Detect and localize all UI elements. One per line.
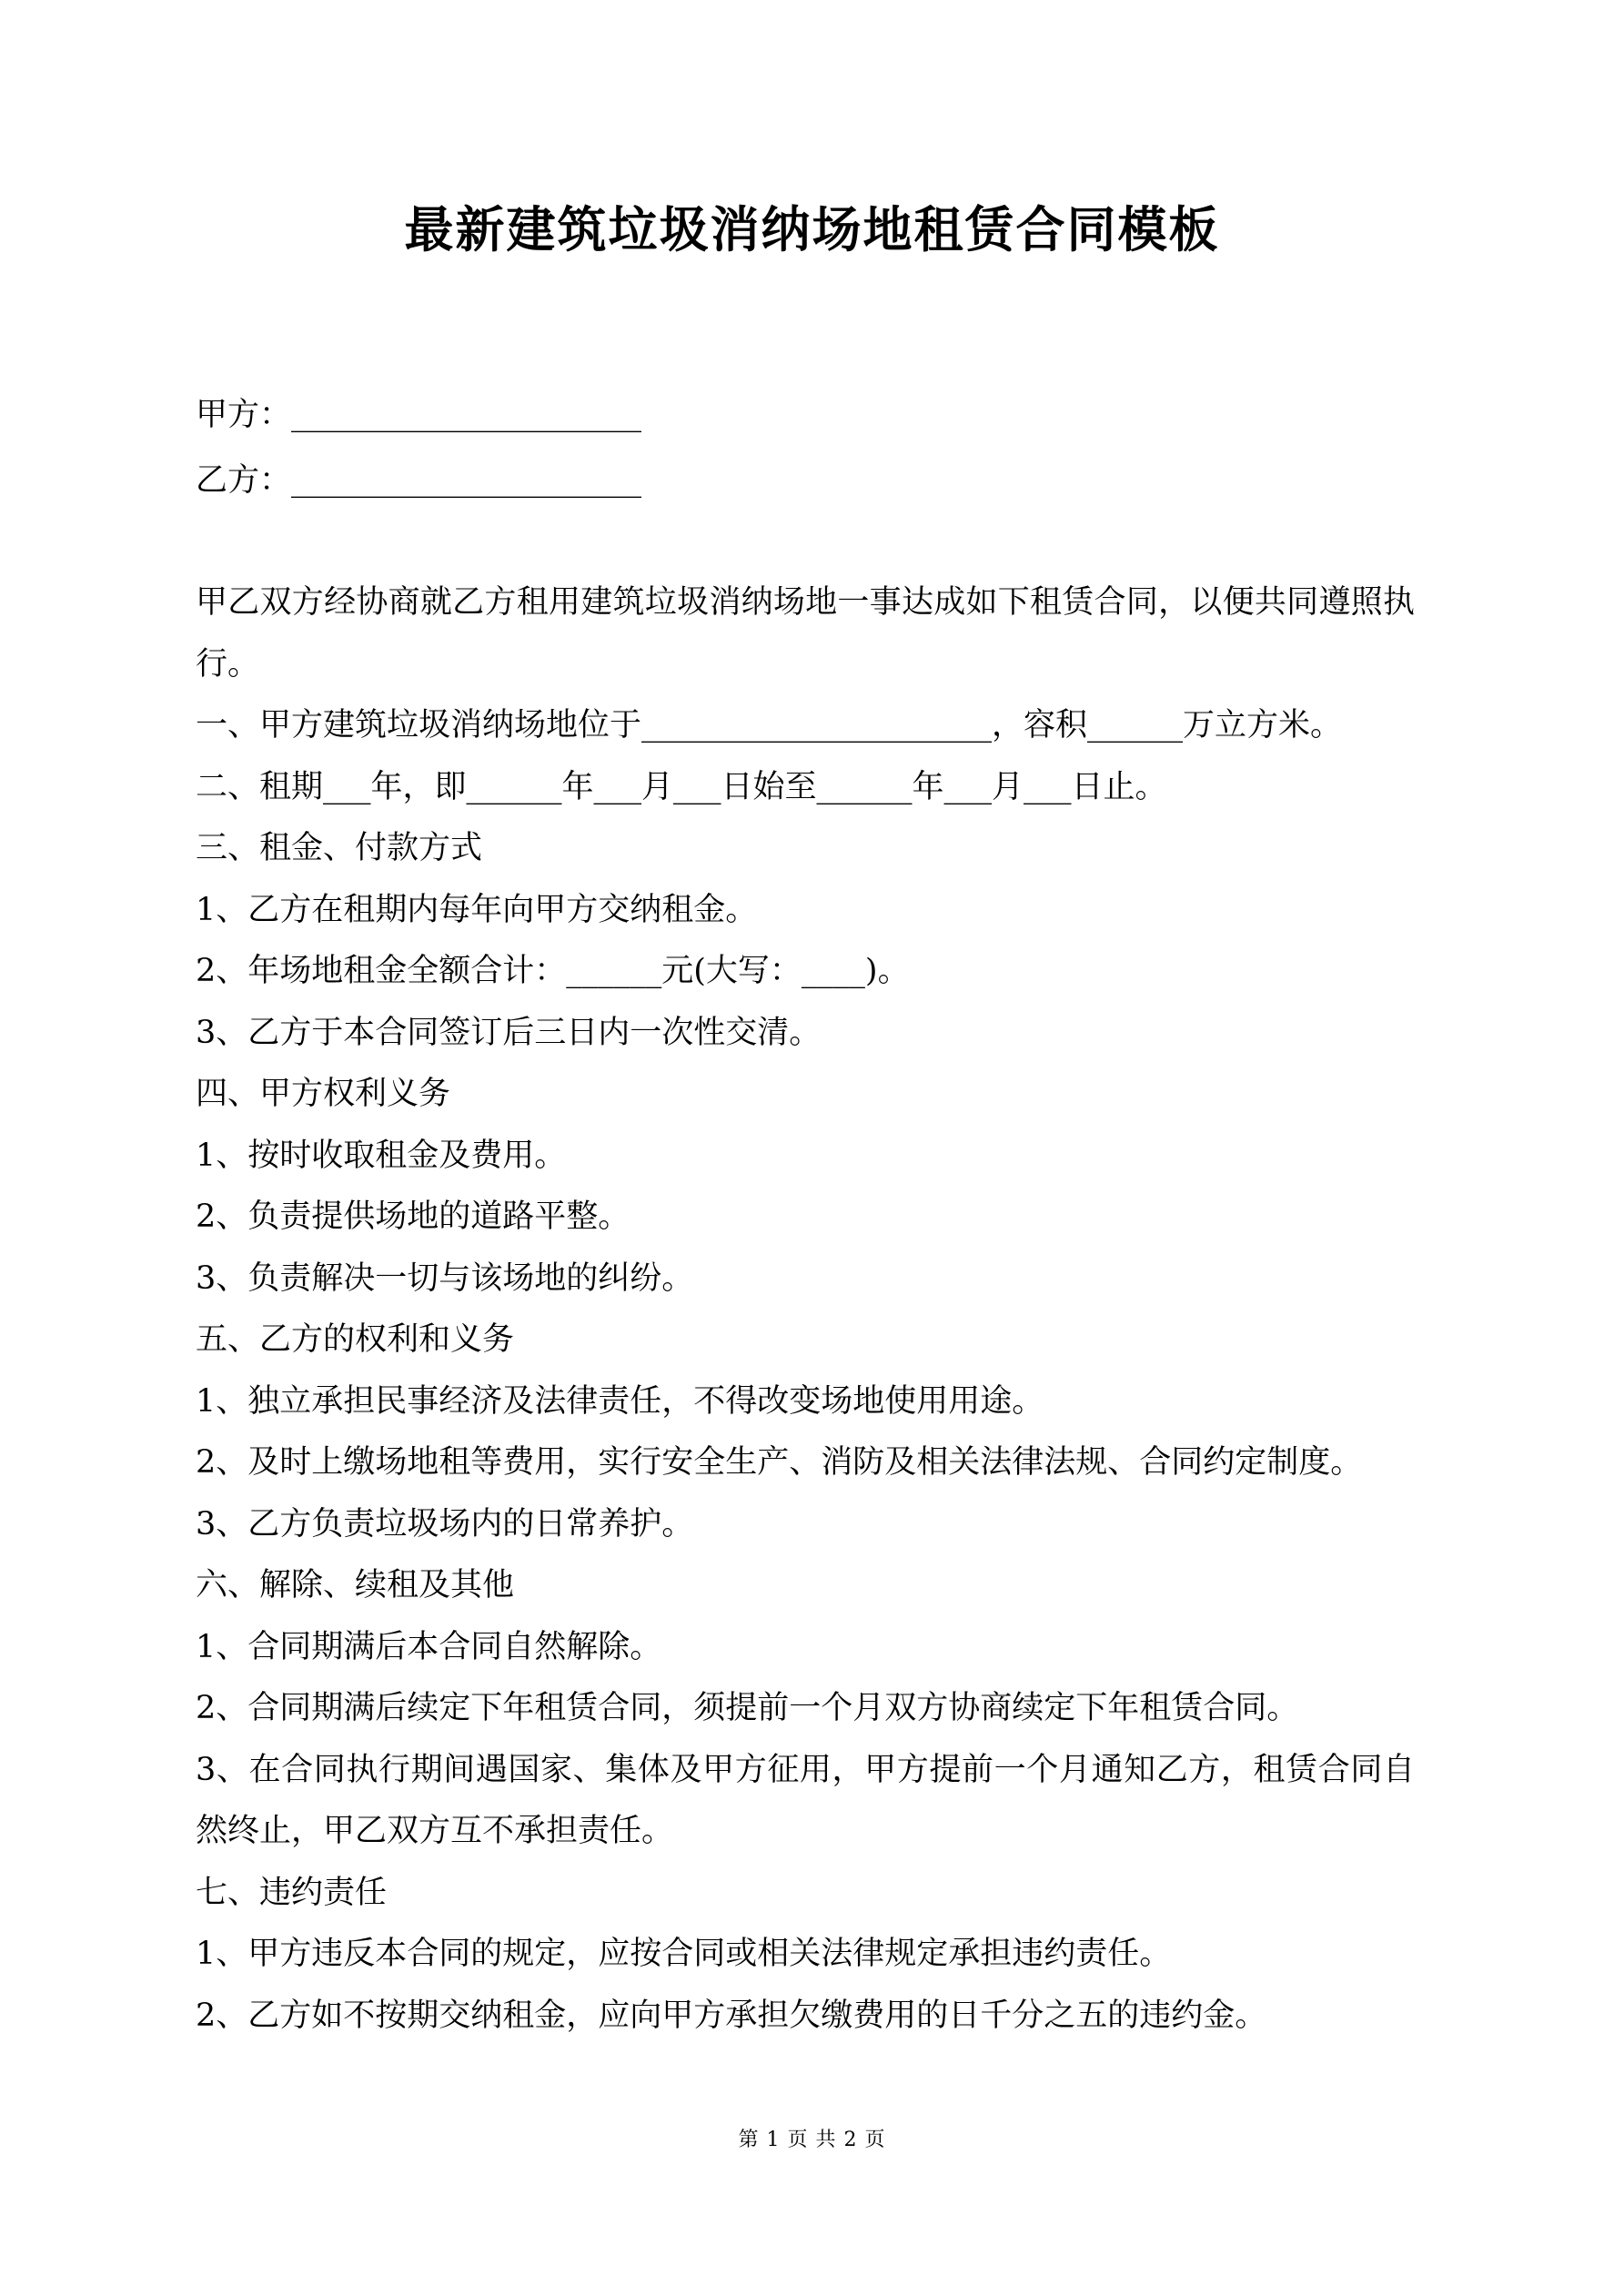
clause-5-item-1: 1、独立承担民事经济及法律责任，不得改变场地使用用途。 xyxy=(196,1382,1044,1420)
clause-3-item-3: 3、乙方于本合同签订后三日内一次性交清。 xyxy=(196,1014,822,1051)
party-block xyxy=(196,382,1428,513)
clause-6-item-2: 2、合同期满后续定下年租赁合同，须提前一个月双方协商续定下年租赁合同。 xyxy=(196,1690,1299,1726)
clause-3-heading: 三、租金、付款方式 xyxy=(196,830,483,866)
contract-preamble: 甲乙双方经协商就乙方租用建筑垃圾消纳场地一事达成如下租赁合同，以便共同遵照执行。 xyxy=(196,584,1415,683)
page-number-footer: 第 1 页 共 2 页 xyxy=(738,2129,886,2151)
clause-4-item-2: 2、负责提供场地的道路平整。 xyxy=(196,1199,630,1235)
clause-4-item-3: 3、负责解决一切与该场地的纠纷。 xyxy=(196,1259,694,1297)
clause-5-heading: 五、乙方的权利和义务 xyxy=(196,1321,515,1358)
clause-1-location: 一、甲方建筑垃圾消纳场地位于______________________，容积______万立方米。 xyxy=(196,707,1343,743)
clause-4-heading: 四、甲方权利义务 xyxy=(196,1076,451,1112)
party-b-line: 乙方：______________________ xyxy=(196,462,642,499)
clause-6-heading: 六、解除、续租及其他 xyxy=(196,1567,515,1603)
clause-7-heading: 七、违约责任 xyxy=(196,1874,388,1911)
clause-6-item-1: 1、合同期满后本合同自然解除。 xyxy=(196,1628,662,1665)
clause-3-item-1: 1、乙方在租期内每年向甲方交纳租金。 xyxy=(196,891,758,928)
party-a-line: 甲方：______________________ xyxy=(196,397,642,433)
clause-5-item-3: 3、乙方负责垃圾场内的日常养护。 xyxy=(196,1505,694,1542)
contract-body xyxy=(196,572,1415,2047)
clause-7-item-2: 2、乙方如不按期交纳租金，应向甲方承担欠缴费用的日千分之五的违约金。 xyxy=(196,1997,1267,2034)
document-title: 最新建筑垃圾消纳场地租赁合同模板 xyxy=(404,200,1220,258)
clause-6-item-3: 3、在合同执行期间遇国家、集体及甲方征用，甲方提前一个月通知乙方，租赁合同自然终止，甲乙双方互不承担责任。 xyxy=(196,1751,1415,1849)
clause-5-item-2: 2、及时上缴场地租等费用，实行安全生产、消防及相关法律法规、合同约定制度。 xyxy=(196,1444,1363,1481)
clause-3-item-2: 2、年场地租金全额合计：______元(大写：____)。 xyxy=(196,953,910,989)
clause-4-item-1: 1、按时收取租金及费用。 xyxy=(196,1137,567,1174)
clause-2-term: 二、租期___年，即______年___月___日始至______年___月___日止。 xyxy=(196,768,1167,805)
clause-7-item-1: 1、甲方违反本合同的规定，应按合同或相关法律规定承担违约责任。 xyxy=(196,1936,1172,1972)
